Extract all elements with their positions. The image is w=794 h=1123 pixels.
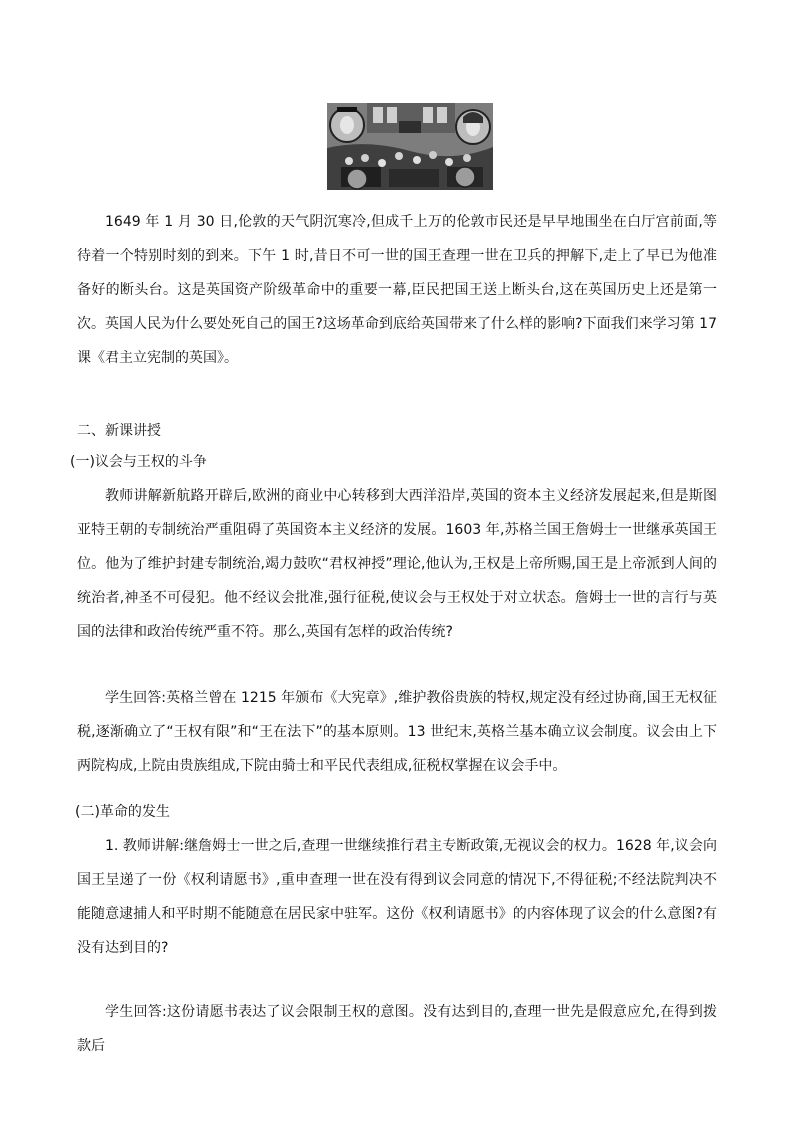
part1-teacher-paragraph: 教师讲解新航路开辟后,欧洲的商业中心转移到大西洋沿岸,英国的资本主义经济发展起来,但是斯图亚特王朝的专制统治严重阻碍了英国资本主义经济的发展。1603 年,苏格兰国王詹姆士一世继承英国王位。他为了维护封建专制统治,竭力鼓吹“君权神授”理论,他认为,王权是上帝所赐,国王是上帝派到人间的统治者,神圣不可侵犯。他不经议会批准,强行征税,使议会与王权处于对立状态。詹姆士一世的言行与英国的法律和政治传统严重不符。那么,英国有怎样的政治传统? [77, 488, 717, 640]
part1-student-paragraph: 学生回答:英格兰曾在 1215 年颁布《大宪章》,维护教俗贵族的特权,规定没有经过协商,国王无权征税,逐渐确立了“王权有限”和“王在法下”的基本原则。13 世纪末,英格兰基本确立议会制度。议会由上下两院构成,上院由贵族组成,下院由骑士和平民代表组成,征税权掌握在议会手中。 [77, 690, 717, 774]
intro-paragraph: 1649 年 1 月 30 日,伦敦的天气阴沉寒冷,但成千上万的伦敦市民还是早早地围坐在白厅宫前面,等待着一个特别时刻的到来。下午 1 时,昔日不可一世的国王查理一世在卫兵的押解下,走上了早已为他准备好的断头台。这是英国资产阶级革命中的重要一幕,臣民把国王送上断头台,这在英国历史上还是第一次。英国人民为什么要处死自己的国王?这场革命到底给英国带来了什么样的影响?下面我们来学习第 17 课《君主立宪制的英国》。 [77, 214, 717, 366]
historical-illustration [327, 103, 493, 190]
execution-scene-image [327, 103, 493, 190]
section-heading: 二、新课讲授 [77, 423, 161, 439]
part2-heading: (二)革命的发生 [75, 804, 170, 820]
part2-student-paragraph: 学生回答:这份请愿书表达了议会限制王权的意图。没有达到目的,查理一世先是假意应允,在得到拨款后 [77, 1004, 717, 1054]
part1-heading: (一)议会与王权的斗争 [70, 454, 207, 470]
part2-teacher-paragraph: 1. 教师讲解:继詹姆士一世之后,查理一世继续推行君主专断政策,无视议会的权力。1628 年,议会向国王呈递了一份《权利请愿书》,重申查理一世在没有得到议会同意的情况下,不得征税;不经法院判决不能随意逮捕人和平时期不能随意在居民家中驻军。这份《权利请愿书》的内容体现了议会的什么意图?有没有达到目的? [77, 838, 717, 956]
